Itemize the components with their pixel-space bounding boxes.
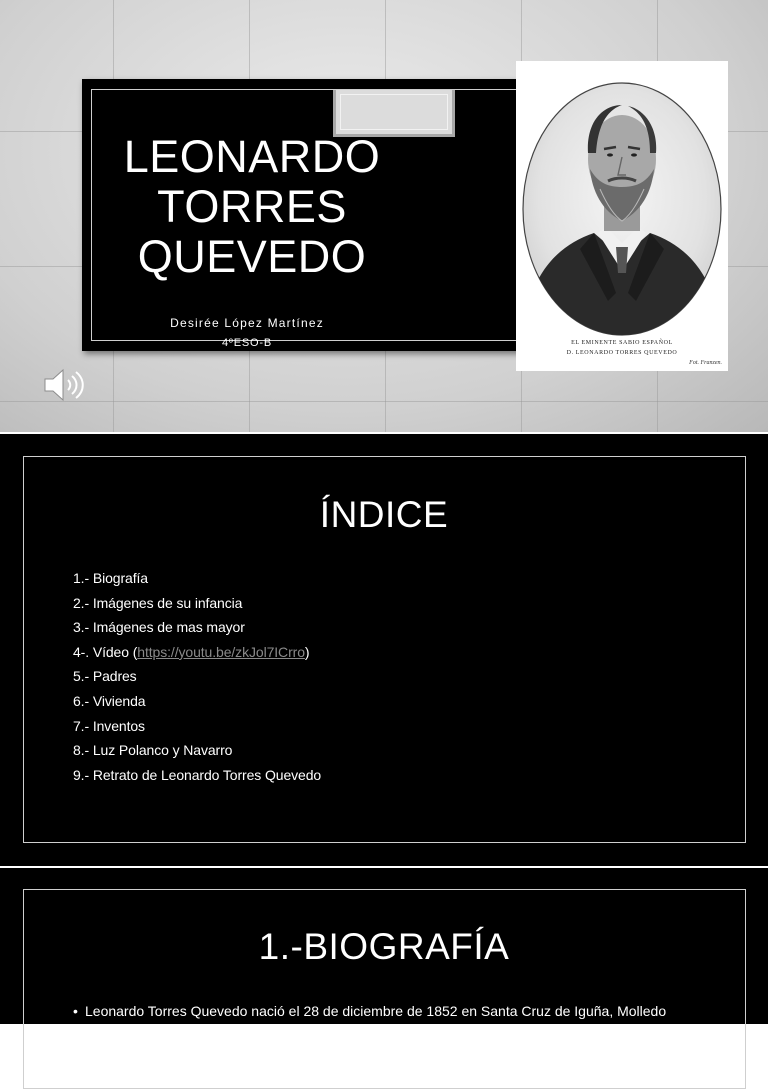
list-item: 7.- Inventos xyxy=(73,717,145,734)
course-label: 4ºESO-B xyxy=(222,337,272,349)
title-line-1: LEONARDO xyxy=(123,131,381,182)
biography-text: Leonardo Torres Quevedo nació el 28 de diciembre de 1852 en Santa Cruz de Iguña, Molledo (Cantabria). xyxy=(73,1003,667,1039)
title-panel xyxy=(82,79,530,351)
video-item-suffix: ) xyxy=(304,643,310,660)
title-frame xyxy=(91,89,521,349)
biography-slide xyxy=(0,868,768,1039)
author-name: Desirée López Martínez xyxy=(170,316,324,330)
list-item: 5.- Padres xyxy=(73,668,137,685)
title-slide xyxy=(0,0,768,432)
page-title xyxy=(102,132,402,282)
bullet-marker: • xyxy=(73,1003,78,1019)
list-item-video xyxy=(73,640,321,665)
portrait-image xyxy=(516,61,728,346)
list-item: 9.- Retrato de Leonardo Torres Quevedo xyxy=(73,766,322,783)
video-item-prefix: 4-. Vídeo ( xyxy=(73,643,138,660)
index-list xyxy=(73,566,321,787)
list-item: 3.- Imágenes de mas mayor xyxy=(73,619,245,636)
list-item: 2.- Imágenes de su infancia xyxy=(73,594,243,611)
index-heading: ÍNDICE xyxy=(319,494,449,535)
speaker-icon[interactable] xyxy=(42,366,90,404)
index-slide xyxy=(0,434,768,866)
portrait-caption-line-1: EL EMINENTE SABIO ESPAÑOL xyxy=(571,340,673,346)
biography-paragraph xyxy=(73,1001,713,1041)
list-item: 8.- Luz Polanco y Navarro xyxy=(73,742,233,759)
title-line-3: QUEVEDO xyxy=(137,231,367,282)
photo-credit: Fot. Franzen. xyxy=(689,360,722,366)
portrait-caption-line-2: D. LEONARDO TORRES QUEVEDO xyxy=(566,350,678,356)
slide-frame xyxy=(23,889,746,1089)
portrait-photo xyxy=(516,61,728,371)
biography-heading: 1.-BIOGRAFÍA xyxy=(258,926,510,967)
list-item: 6.- Vivienda xyxy=(73,692,146,709)
title-line-2: TORRES xyxy=(157,181,347,232)
title-tab-decoration xyxy=(333,90,455,137)
list-item: 1.- Biografía xyxy=(73,570,148,586)
video-link[interactable]: https://youtu.be/zkJol7ICrro xyxy=(137,643,305,660)
